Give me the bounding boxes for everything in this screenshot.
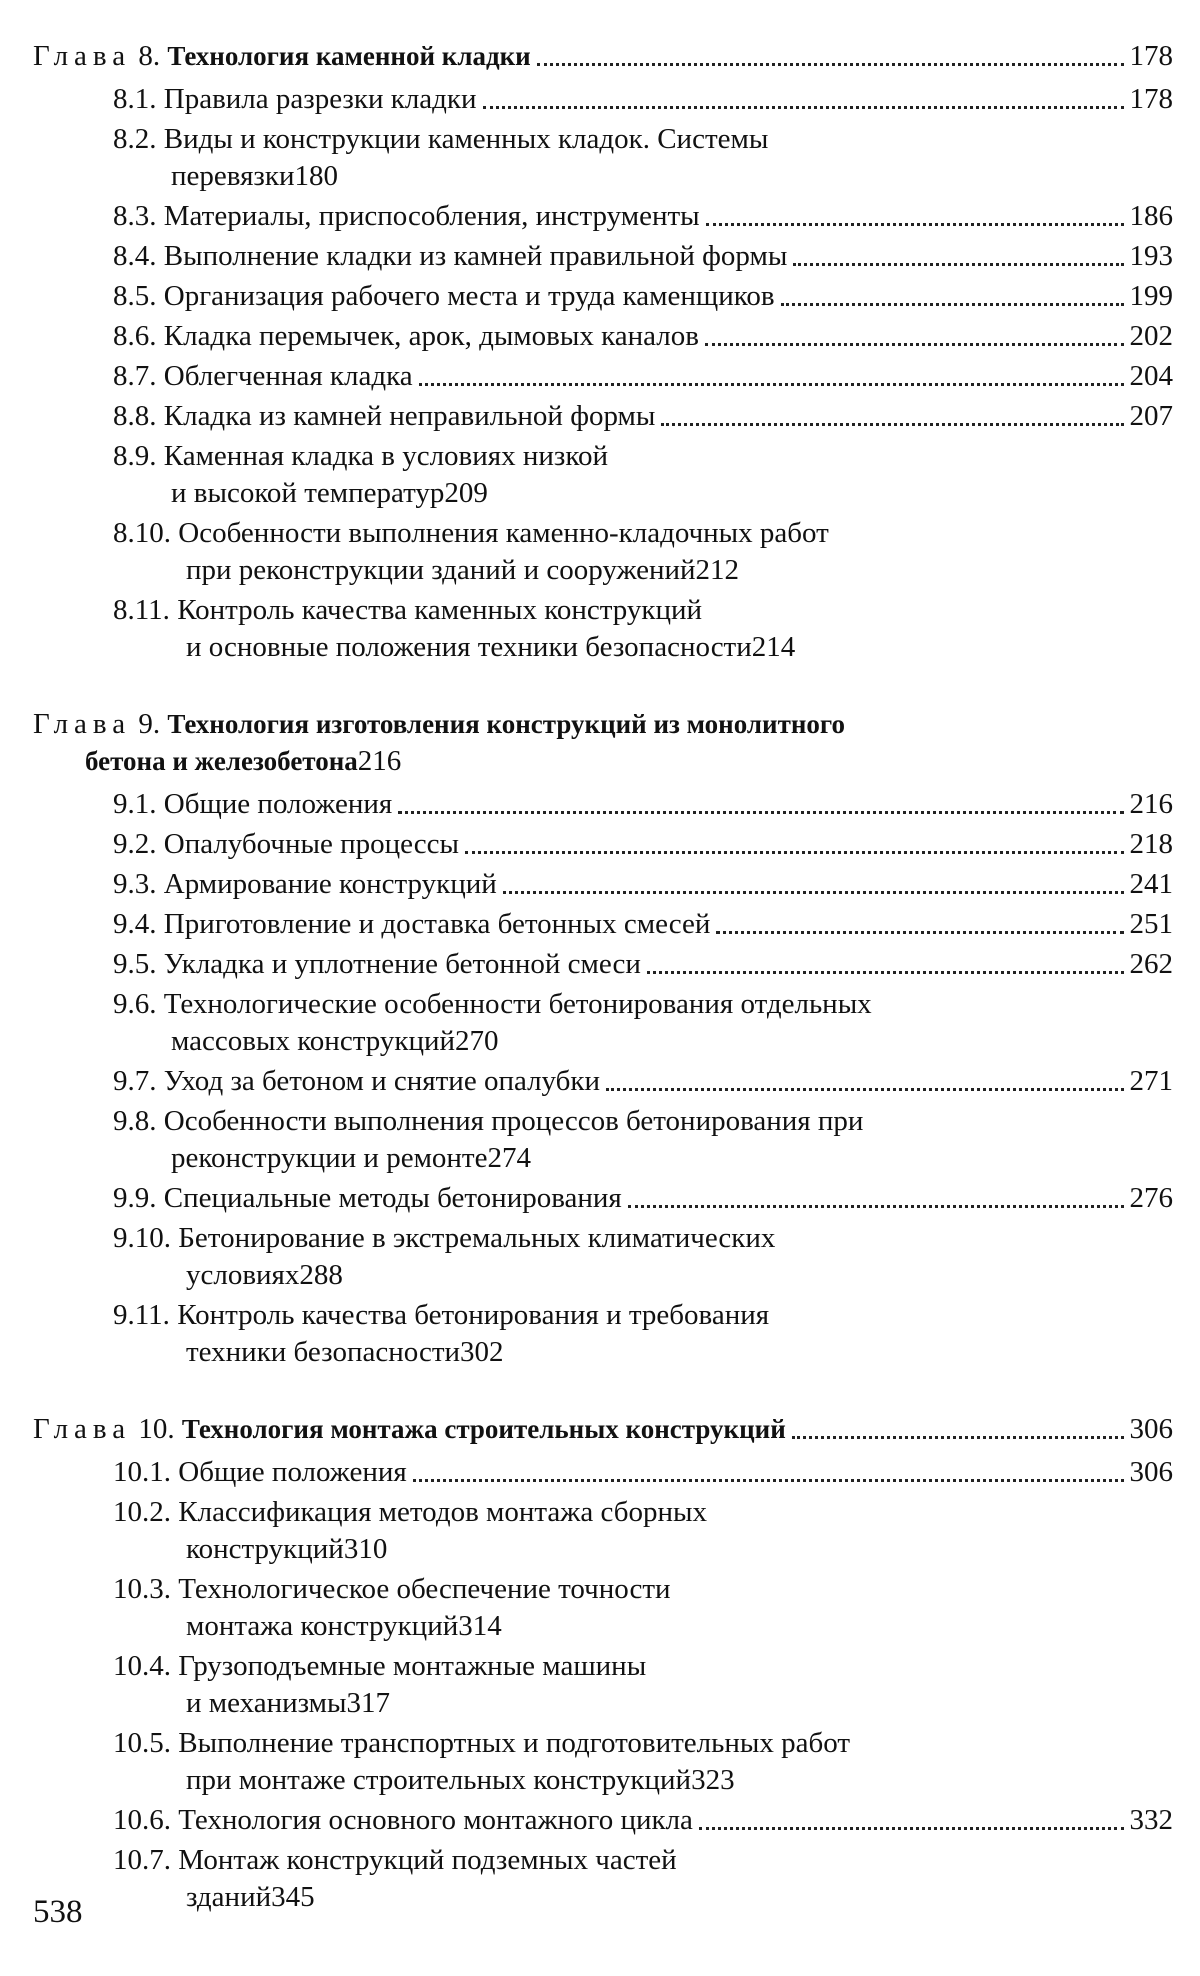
section-page-number: 202 [1129,320,1173,352]
section-list [33,1454,1173,1916]
toc-entry-text [113,1454,407,1491]
section-number: 10.3. [113,1573,171,1605]
section-page-number: 218 [1129,828,1173,860]
toc-entry-text [113,318,699,355]
toc-entry-text [113,238,787,275]
section-title-continued: при монтаже строительных конструкций [186,1764,692,1796]
section-number: 8.9. [113,440,157,472]
section-number: 8.1. [113,83,157,115]
section-number: 9.11. [113,1299,170,1331]
toc-entry-line [113,1531,1173,1568]
toc-entry-line [113,1023,1173,1060]
chapter [33,1411,1173,1916]
chapter-heading-text [33,38,531,75]
toc-entry[interactable] [33,1802,1173,1839]
toc-entry[interactable] [33,986,1173,1060]
section-number: 9.7. [113,1065,157,1097]
section-title: Укладка и уплотнение бетонной смеси [163,948,641,980]
dot-leader [706,223,1124,226]
dot-leader [781,303,1124,306]
chapter-heading[interactable] [33,1411,1173,1448]
chapter-page-number: 178 [1129,40,1173,72]
section-title: Выполнение кладки из камней правильной формы [163,240,788,272]
chapter [33,706,1173,1371]
section-number: 9.10. [113,1222,171,1254]
section-number: 8.8. [113,400,157,432]
chapter-word: Глава [33,708,132,740]
section-title: Кладка перемычек, арок, дымовых каналов [163,320,699,352]
section-title: Контроль качества каменных конструкций [177,594,703,626]
section-page-number: 271 [1129,1065,1173,1097]
section-title-continued: конструкций [186,1533,344,1565]
toc-entry[interactable] [33,786,1173,823]
section-page-number: 274 [487,1142,531,1174]
toc-entry-line [113,1648,1173,1685]
section-page-number: 288 [299,1259,343,1291]
toc-entry[interactable] [33,238,1173,275]
section-title-continued: зданий [186,1881,272,1913]
section-title: Грузоподъемные монтажные машины [178,1650,647,1682]
toc-entry[interactable] [33,1454,1173,1491]
dot-leader [483,106,1124,109]
toc-entry[interactable] [33,278,1173,315]
toc-entry[interactable] [33,81,1173,118]
section-page-number: 302 [460,1336,504,1368]
chapter-word: Глава [33,40,132,72]
toc-entry-line [113,1571,1173,1608]
chapter-heading[interactable] [33,706,1173,780]
section-title: Специальные методы бетонирования [163,1182,622,1214]
table-of-contents [33,38,1173,1919]
section-page-number: 204 [1129,360,1173,392]
section-title: Технологическое обеспечение точности [178,1573,671,1605]
toc-entry-line [113,629,1173,666]
section-page-number: 178 [1129,83,1173,115]
dot-leader [705,343,1124,346]
page-number: 538 [33,1894,83,1930]
section-number: 10.2. [113,1496,171,1528]
section-title: Выполнение транспортных и подготовительных работ [178,1727,851,1759]
toc-entry[interactable] [33,1494,1173,1568]
section-page-number: 251 [1129,908,1173,940]
section-title-continued: техники безопасности [186,1336,461,1368]
toc-entry[interactable] [33,1842,1173,1916]
dot-leader [537,63,1124,66]
toc-entry[interactable] [33,198,1173,235]
section-number: 8.5. [113,280,157,312]
chapter-heading[interactable] [33,38,1173,75]
toc-entry[interactable] [33,1103,1173,1177]
chapter-number: 8. [138,40,161,72]
section-page-number: 345 [271,1881,315,1913]
section-number: 10.4. [113,1650,171,1682]
toc-entry-line [113,1257,1173,1294]
dot-leader [398,811,1123,814]
toc-entry-text [113,398,655,435]
section-page-number: 212 [695,554,740,586]
section-title: Технология основного монтажного цикла [178,1804,693,1836]
chapter-number: 10. [138,1413,175,1445]
section-page-number: 323 [691,1764,735,1796]
toc-entry[interactable] [33,1648,1173,1722]
section-number: 9.8. [113,1105,157,1137]
toc-entry-line [113,1725,1173,1762]
section-title: Приготовление и доставка бетонных смесей [163,908,711,940]
section-page-number: 332 [1129,1804,1173,1836]
section-number: 8.4. [113,240,157,272]
section-title: Монтаж конструкций подземных частей [178,1844,677,1876]
toc-entry-line [113,986,1173,1023]
section-title: Правила разрезки кладки [163,83,477,115]
toc-entry[interactable] [33,318,1173,355]
toc-entry-line [113,438,1173,475]
toc-entry-line [113,121,1173,158]
toc-entry[interactable] [33,1180,1173,1217]
toc-entry-text [113,866,497,903]
dot-leader [661,423,1123,426]
section-title-continued: и механизмы [186,1687,347,1719]
chapter-heading-line [33,743,1173,780]
toc-entry-line [113,1297,1173,1334]
section-number: 8.3. [113,200,157,232]
section-number: 10.1. [113,1456,171,1488]
toc-entry[interactable] [33,438,1173,512]
section-list [33,786,1173,1371]
toc-entry-line [113,515,1173,552]
toc-entry-line [113,1762,1173,1799]
dot-leader [792,1436,1124,1439]
dot-leader [628,1205,1124,1208]
dot-leader [419,383,1124,386]
dot-leader [699,1827,1124,1830]
section-title: Организация рабочего места и труда каменщиков [163,280,775,312]
section-title: Уход за бетоном и снятие опалубки [163,1065,601,1097]
chapter-title: Технология изготовления конструкций из монолитного [167,709,845,739]
chapter-title: Технология каменной кладки [167,41,531,71]
toc-entry[interactable] [33,1063,1173,1100]
section-page-number: 317 [346,1687,391,1719]
section-page-number: 199 [1129,280,1173,312]
toc-entry[interactable] [33,1725,1173,1799]
section-title: Опалубочные процессы [163,828,460,860]
dot-leader [647,971,1124,974]
toc-entry-line [113,592,1173,629]
toc-entry-text [113,278,775,315]
chapter-heading-line [33,706,1173,743]
toc-entry-text [113,198,700,235]
toc-entry-line [113,1140,1173,1177]
toc-entry[interactable] [33,906,1173,943]
chapter-number: 9. [138,708,161,740]
chapter-page-number: 306 [1129,1413,1173,1445]
toc-entry-text [113,1802,693,1839]
section-title-continued: монтажа конструкций [186,1610,459,1642]
section-page-number: 241 [1129,868,1173,900]
section-page-number: 214 [751,631,796,663]
section-number: 10.7. [113,1844,171,1876]
dot-leader [606,1088,1123,1091]
toc-entry-text [113,786,392,823]
toc-entry[interactable] [33,1220,1173,1294]
section-title-continued: при реконструкции зданий и сооружений [186,554,696,586]
toc-entry-line [113,1879,1173,1916]
section-title: Особенности выполнения процессов бетонирования при [163,1105,864,1137]
section-page-number: 262 [1129,948,1173,980]
section-number: 8.2. [113,123,157,155]
toc-entry-line [113,1608,1173,1645]
toc-entry[interactable] [33,946,1173,983]
chapter-title: Технология монтажа строительных конструкций [181,1414,786,1444]
section-number: 9.9. [113,1182,157,1214]
section-number: 9.6. [113,988,157,1020]
section-number: 8.6. [113,320,157,352]
dot-leader [465,851,1123,854]
section-page-number: 276 [1129,1182,1173,1214]
section-number: 8.11. [113,594,170,626]
toc-entry-text [113,946,641,983]
section-title: Общие положения [163,788,393,820]
chapter [33,38,1173,666]
section-title-continued: массовых конструкций [171,1025,455,1057]
section-page-number: 216 [1129,788,1173,820]
toc-entry-text [113,81,477,118]
section-number: 9.2. [113,828,157,860]
section-number: 8.7. [113,360,157,392]
chapter-title-continued: бетона и железобетона [85,746,358,776]
section-title: Облегченная кладка [163,360,413,392]
section-number: 10.6. [113,1804,171,1836]
section-title: Материалы, приспособления, инструменты [163,200,700,232]
section-number: 9.1. [113,788,157,820]
toc-entry-text [113,906,710,943]
section-title-continued: перевязки [171,160,295,192]
section-title: Бетонирование в экстремальных климатических [178,1222,776,1254]
section-page-number: 209 [444,477,488,509]
section-title-continued: условиях [186,1259,300,1291]
toc-entry[interactable] [33,398,1173,435]
chapter-page-number: 216 [357,745,402,777]
section-title: Кладка из камней неправильной формы [163,400,656,432]
toc-entry-text [113,1180,622,1217]
section-title: Контроль качества бетонирования и требования [177,1299,770,1331]
toc-entry[interactable] [33,826,1173,863]
toc-entry-line [113,1494,1173,1531]
section-page-number: 207 [1129,400,1173,432]
section-number: 8.10. [113,517,171,549]
section-title-continued: и основные положения техники безопасности [186,631,752,663]
chapter-heading-text [33,1411,786,1448]
toc-entry[interactable] [33,515,1173,589]
section-title: Виды и конструкции каменных кладок. Системы [163,123,769,155]
toc-entry-text [113,358,413,395]
dot-leader [503,891,1124,894]
section-number: 9.5. [113,948,157,980]
section-title: Общие положения [178,1456,407,1488]
section-title-continued: и высокой температур [171,477,445,509]
section-page-number: 306 [1129,1456,1173,1488]
toc-entry[interactable] [33,866,1173,903]
toc-entry-line [113,1103,1173,1140]
toc-entry-text [113,826,459,863]
section-title: Армирование конструкций [163,868,497,900]
toc-entry-line [113,1334,1173,1371]
toc-entry-line [113,1842,1173,1879]
section-page-number: 270 [455,1025,499,1057]
section-title: Особенности выполнения каменно-кладочных работ [178,517,829,549]
section-page-number: 314 [458,1610,502,1642]
toc-entry[interactable] [33,1571,1173,1645]
toc-entry-line [113,475,1173,512]
section-number: 9.3. [113,868,157,900]
section-page-number: 310 [343,1533,388,1565]
toc-entry-line [113,552,1173,589]
section-number: 10.5. [113,1727,171,1759]
dot-leader [413,1479,1124,1482]
section-title-continued: реконструкции и ремонте [171,1142,488,1174]
toc-entry-text [113,1063,600,1100]
toc-entry[interactable] [33,1297,1173,1371]
section-number: 9.4. [113,908,157,940]
chapter-word: Глава [33,1413,132,1445]
dot-leader [793,263,1123,266]
section-title: Технологические особенности бетонирования отдельных [163,988,872,1020]
section-title: Каменная кладка в условиях низкой [163,440,608,472]
toc-entry[interactable] [33,592,1173,666]
dot-leader [716,931,1123,934]
section-page-number: 193 [1129,240,1173,272]
toc-entry-line [113,1220,1173,1257]
toc-entry-line [113,1685,1173,1722]
section-page-number: 186 [1129,200,1173,232]
toc-entry[interactable] [33,121,1173,195]
section-list [33,81,1173,666]
toc-entry[interactable] [33,358,1173,395]
toc-entry-line [113,158,1173,195]
section-page-number: 180 [294,160,338,192]
section-title: Классификация методов монтажа сборных [178,1496,707,1528]
